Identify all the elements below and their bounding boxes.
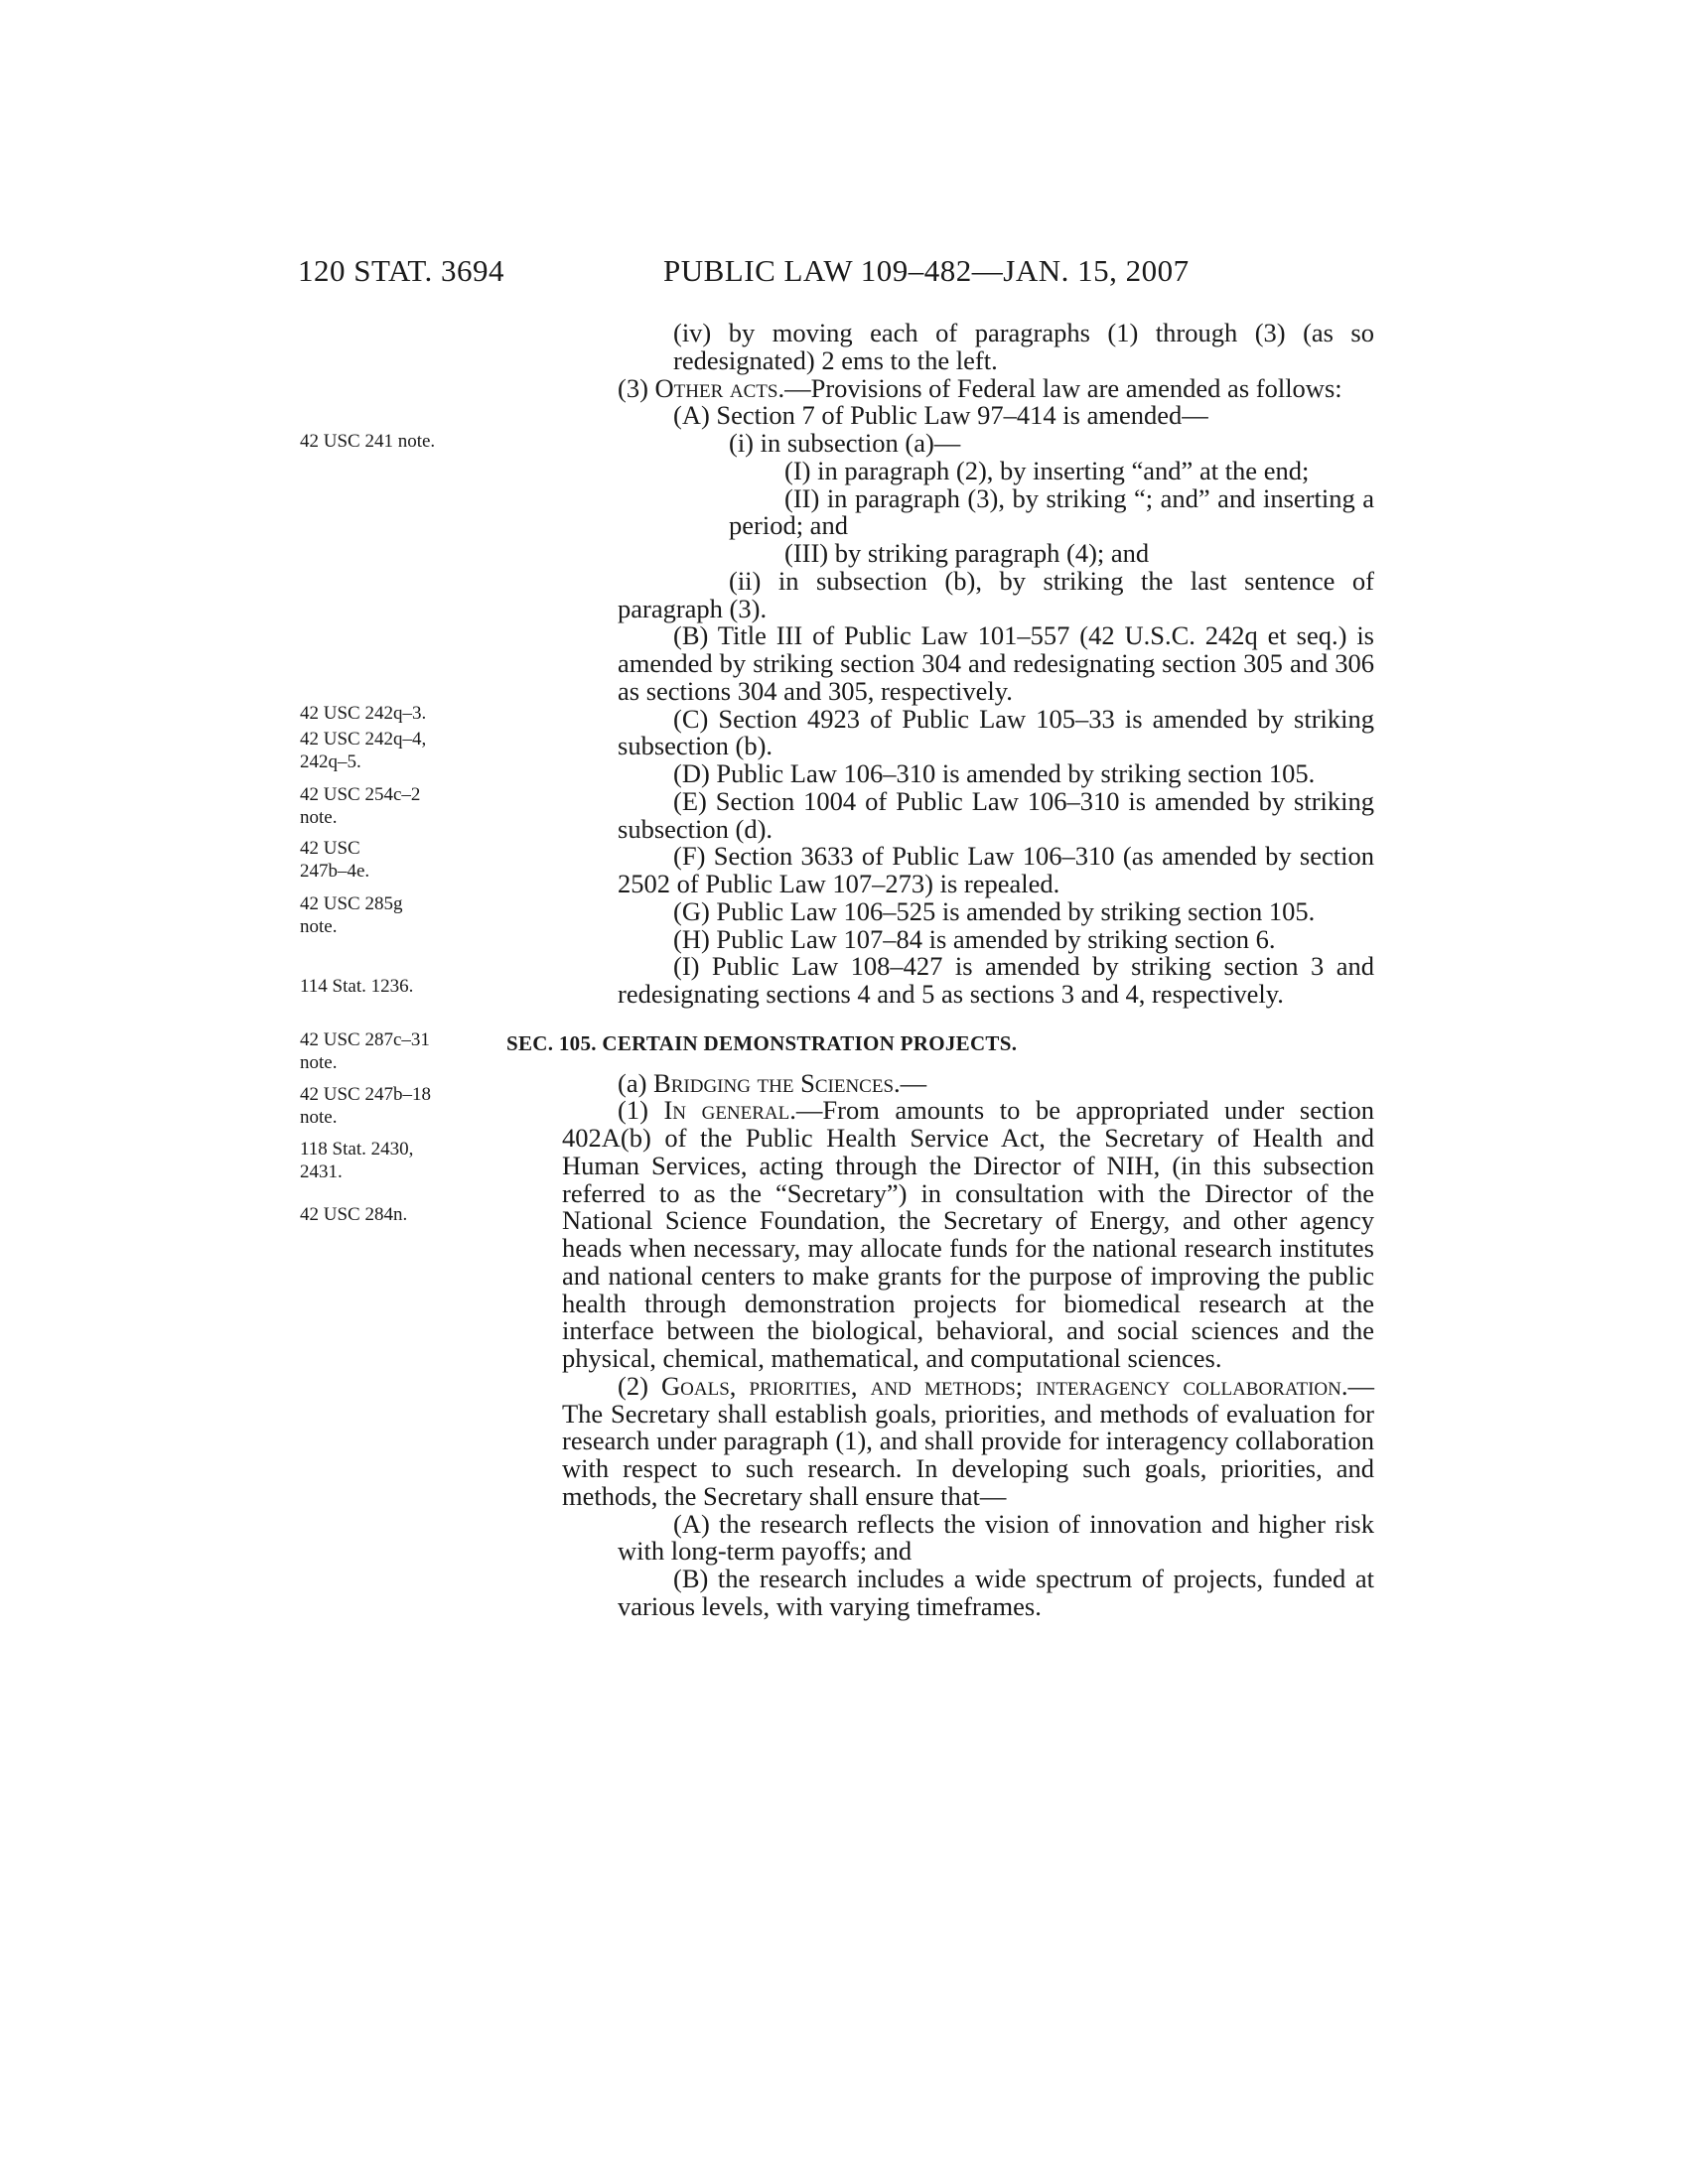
margin-note: 42 USC 285g note. [300,893,403,937]
margin-note: 42 USC 284n. [300,1204,408,1225]
paragraph-text: .—The Secretary shall establish goals, priorities, and methods of evaluation for research under paragraph (1), and shall provide for interagency collaboration with respect to such research. In developing such goals, priorities, and methods, the Secretary shall ensure that— [562,1370,1374,1511]
paragraph: (B) the research includes a wide spectrum of projects, funded at various levels, with varying timeframes. [618,1564,1374,1621]
paragraph [562,372,1374,403]
paragraph: (F) Section 3633 of Public Law 106–310 (as amended by section 2502 of Public Law 107–273) is repealed. [618,841,1374,898]
page-stat-number: 120 STAT. 3694 [298,253,505,288]
paragraph-heading: Goals, priorities, and methods; interagency collaboration [661,1370,1341,1401]
paragraph: (H) Public Law 107–84 is amended by striking section 6. [673,923,1276,954]
paragraph [562,1370,1374,1511]
margin-note: 42 USC 287c–31 note. [300,1029,430,1073]
paragraph: (G) Public Law 106–525 is amended by striking section 105. [673,895,1316,926]
paragraph [562,1097,1374,1373]
paragraph: (I) in paragraph (2), by inserting “and” at the end; [784,455,1310,485]
margin-note: 114 Stat. 1236. [300,976,414,997]
paragraph: (iv) by moving each of paragraphs (1) through (3) (as so redesignated) 2 ems to the left. [673,318,1374,375]
margin-note: 42 USC 247b–18 note. [300,1084,431,1128]
paragraph: (i) in subsection (a)— [729,428,961,458]
paragraph-label: (2) [618,1370,662,1401]
paragraph: (I) Public Law 108–427 is amended by striking section 3 and redesignating sections 4 and 5 as sections 3 and 4, respectively. [618,951,1374,1009]
margin-note: 42 USC 254c–2 note. [300,784,421,828]
paragraph-text: .—From amounts to be appropriated under section 402A(b) of the Public Health Service Act, the Secretary of Health and Human Services, acting through the Director of NIH, (in this subsection referred to as the “Secretary”) in consultation with the Director of the National Science Foundation, the Secretary of Energy, and other agency heads when necessary, may allocate funds for the national research institutes and national centers to make grants for the purpose of improving the public health through demonstration projects for biomedical research at the interface between the biological, behavioral, and social sciences and the physical, chemical, mathematical, and computational sciences. [562,1095,1374,1373]
paragraph-heading: Other acts [654,372,778,403]
section-heading: SEC. 105. CERTAIN DEMONSTRATION PROJECTS. [506,1030,1018,1055]
paragraph: (III) by striking paragraph (4); and [784,538,1150,568]
margin-note: 42 USC 247b–4e. [300,838,370,882]
margin-note: 118 Stat. 2430, 2431. [300,1139,414,1182]
margin-note: 42 USC 242q–4, 242q–5. [300,729,427,772]
paragraph: (B) Title III of Public Law 101–557 (42 U.S.C. 242q et seq.) is amended by striking section 304 and redesignating section 305 and 306 as sections 304 and 305, respectively. [618,620,1374,706]
paragraph-heading: In general [663,1095,790,1126]
paragraph: (D) Public Law 106–310 is amended by striking section 105. [673,758,1316,788]
paragraph-heading: Bridging the Sciences [653,1067,895,1098]
margin-note: 42 USC 241 note. [300,431,436,452]
paragraph-text: .—Provisions of Federal law are amended as follows: [777,372,1342,403]
paragraph: (E) Section 1004 of Public Law 106–310 is amended by striking subsection (d). [618,785,1374,844]
paragraph-label: (3) [618,372,655,403]
statute-body [506,318,1374,1621]
paragraph [562,1067,1374,1098]
margin-note: 42 USC 242q–3. [300,703,427,724]
paragraph-label: (a) [618,1067,654,1098]
running-header: PUBLIC LAW 109–482—JAN. 15, 2007 [663,253,1190,288]
paragraph: (C) Section 4923 of Public Law 105–33 is amended by striking subsection (b). [618,703,1374,761]
paragraph: (ii) in subsection (b), by striking the last sentence of paragraph (3). [618,565,1374,623]
paragraph: (A) the research reflects the vision of innovation and higher risk with long-term payoffs; and [618,1508,1374,1567]
paragraph: (A) Section 7 of Public Law 97–414 is amended— [673,400,1208,431]
paragraph-label: (1) [618,1095,664,1126]
paragraph: (II) in paragraph (3), by striking “; and” and inserting a period; and [729,482,1374,541]
paragraph-text: .— [894,1067,927,1098]
